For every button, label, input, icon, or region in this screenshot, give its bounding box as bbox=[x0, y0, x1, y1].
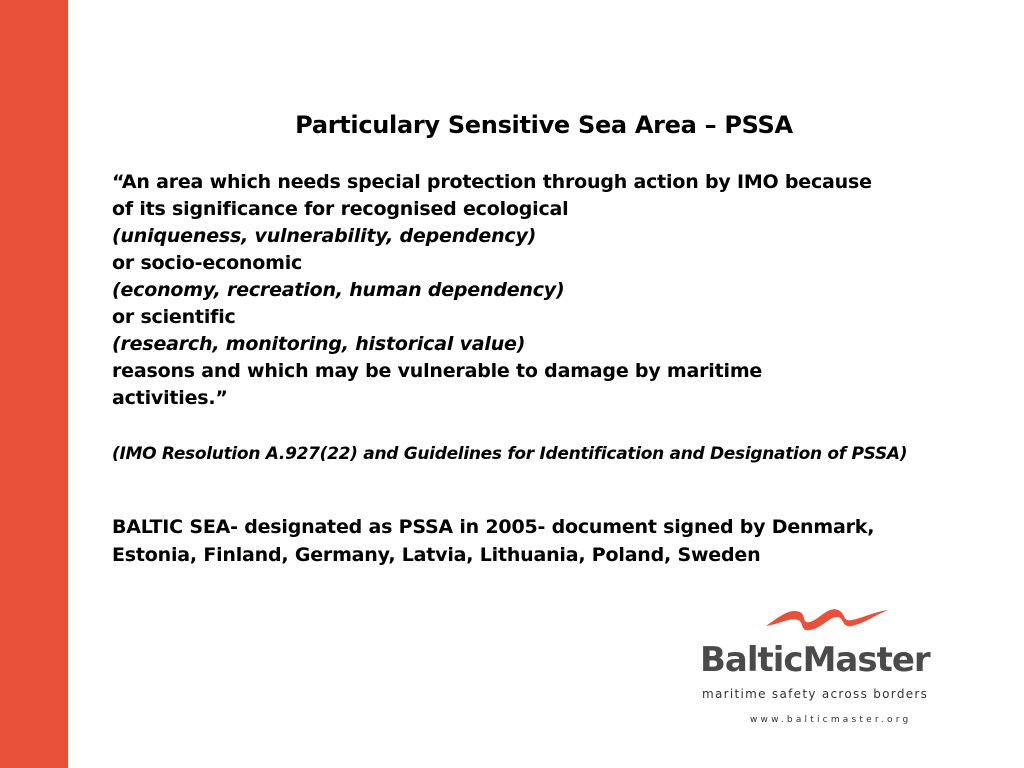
quote-line-italic: (uniqueness, vulnerability, dependency) bbox=[112, 225, 537, 247]
wave-mark-icon bbox=[762, 602, 892, 638]
quote-line: of its significance for recognised ecological bbox=[112, 198, 569, 220]
side-accent-bar bbox=[0, 0, 68, 768]
source-citation: (IMO Resolution A.927(22) and Guidelines for Identification and Designation of PSSA) bbox=[112, 444, 908, 464]
quote-line-italic: (research, monitoring, historical value) bbox=[112, 333, 526, 355]
baltic-sea-note: BALTIC SEA- designated as PSSA in 2005- document signed by Denmark, Estonia, Finland, Germany, Latvia, Lithuania, Poland, Sweden bbox=[112, 516, 875, 566]
quote-line: “An area which needs special protection through action by IMO because bbox=[112, 171, 872, 193]
logo-wordmark: BalticMaster bbox=[700, 640, 930, 680]
quote-line: or socio-economic bbox=[112, 252, 303, 274]
definition-quote bbox=[112, 169, 972, 412]
quote-line-italic: (economy, recreation, human dependency) bbox=[112, 279, 565, 301]
quote-line: reasons and which may be vulnerable to damage by maritime bbox=[112, 360, 763, 382]
website-url: www.balticmaster.org bbox=[750, 715, 912, 725]
quote-line: activities.” bbox=[112, 387, 228, 409]
logo-tagline: maritime safety across borders bbox=[702, 687, 929, 701]
slide-title: Particulary Sensitive Sea Area – PSSA bbox=[295, 111, 793, 139]
quote-line: or scientific bbox=[112, 306, 236, 328]
balticmaster-logo bbox=[700, 600, 960, 730]
